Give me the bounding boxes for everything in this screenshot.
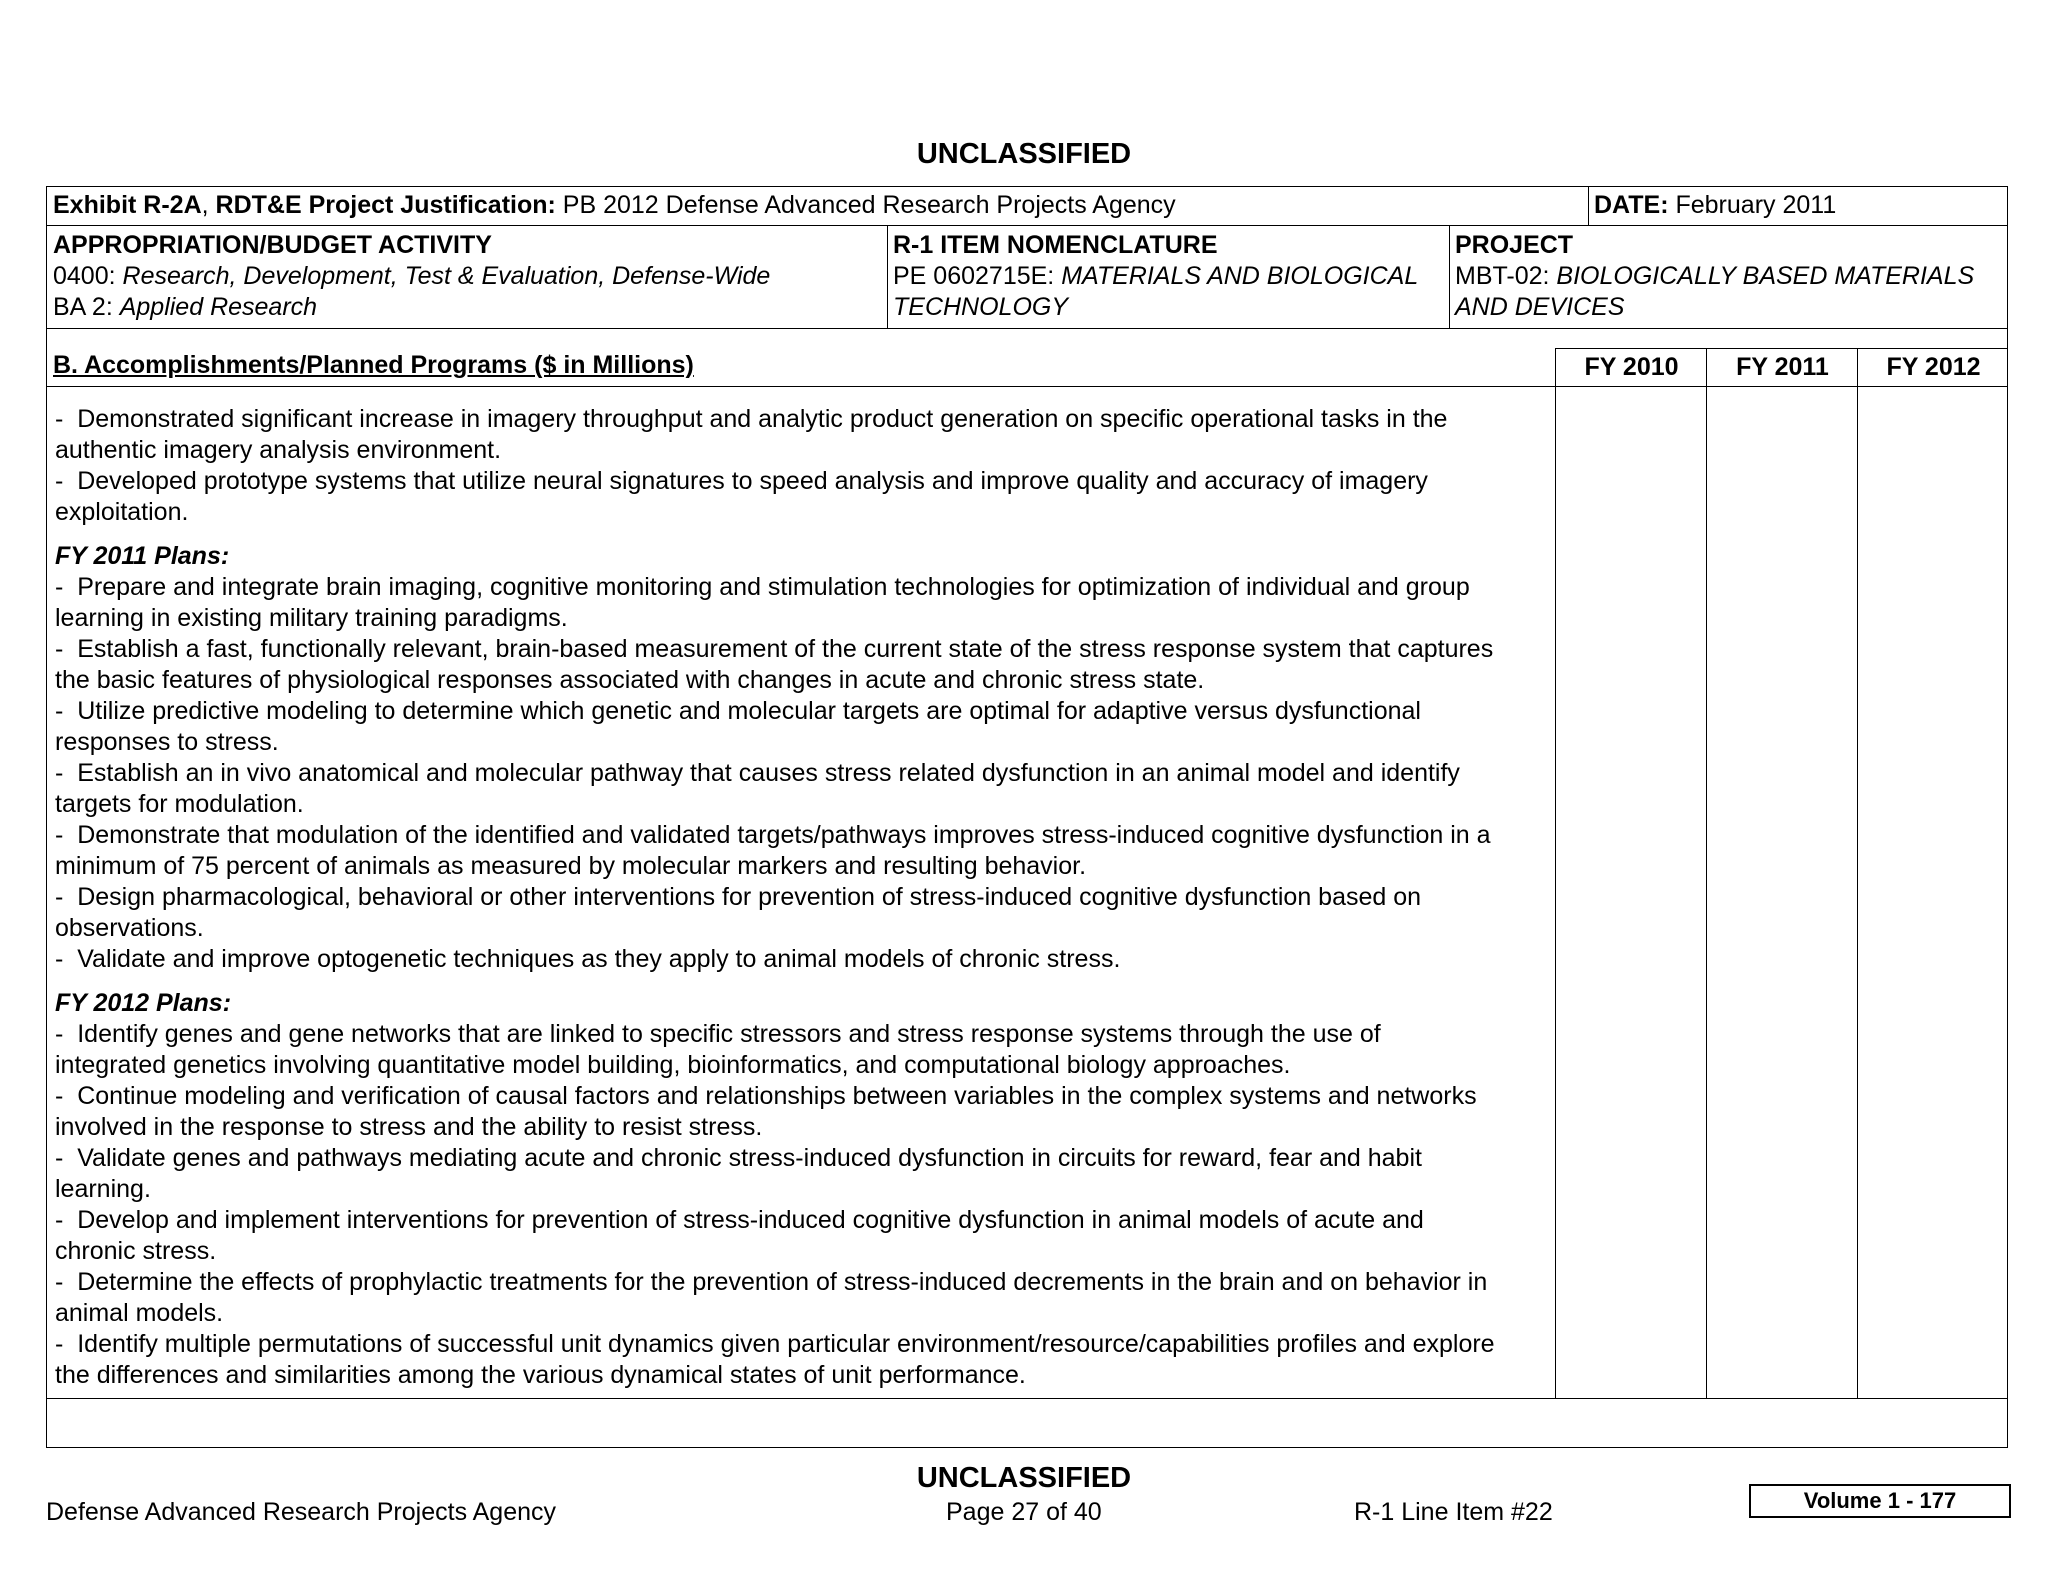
body-line: involved in the response to stress and the ability to resist stress. (55, 1113, 763, 1141)
fy-column-2010: FY 2010 (1584, 353, 1679, 381)
divider (46, 328, 2008, 329)
body-line: - Developed prototype systems that utilize neural signatures to speed analysis and improve quality and accuracy of imagery (55, 467, 1428, 495)
exhibit-value: PB 2012 Defense Advanced Research Projects Agency (555, 191, 1176, 219)
appropriation-block (53, 230, 770, 323)
body-line: - Continue modeling and verification of causal factors and relationships between variables in the complex systems and networks (55, 1082, 1477, 1110)
divider (46, 386, 2008, 387)
appropriation-label: APPROPRIATION/BUDGET ACTIVITY (53, 231, 492, 259)
project-block (1455, 230, 1974, 323)
divider (1706, 348, 1707, 1398)
exhibit-sep: , (201, 191, 216, 219)
intro-block (55, 404, 1555, 528)
divider (1555, 348, 2008, 349)
body-line: authentic imagery analysis environment. (55, 436, 502, 464)
body-line: chronic stress. (55, 1237, 217, 1265)
budget-code: BA 2: (53, 293, 120, 321)
body-line: the differences and similarities among the various dynamical states of unit performance. (55, 1361, 1026, 1389)
exhibit-label: Exhibit R-2A (53, 191, 202, 219)
body-line: minimum of 75 percent of animals as measured by molecular markers and resulting behavior. (55, 852, 1087, 880)
project-value-2: AND DEVICES (1455, 293, 1625, 321)
date-label: DATE: (1594, 191, 1669, 219)
fy-column-2011: FY 2011 (1736, 353, 1829, 381)
body-line: - Prepare and integrate brain imaging, cognitive monitoring and stimulation technologies for optimization of individual and group (55, 573, 1470, 601)
body-line: - Validate genes and pathways mediating acute and chronic stress-induced dysfunction in circuits for reward, fear and habit (55, 1144, 1422, 1172)
r1-value-2: TECHNOLOGY (893, 293, 1069, 321)
body-line: - Design pharmacological, behavioral or other interventions for prevention of stress-induced cognitive dysfunction based on (55, 883, 1422, 911)
body-line: - Identify genes and gene networks that are linked to specific stressors and stress response systems through the use of (55, 1020, 1381, 1048)
divider (1555, 348, 1556, 1398)
divider (46, 1398, 2008, 1399)
body-line: animal models. (55, 1299, 224, 1327)
body-line: learning. (55, 1175, 151, 1203)
appropriation-value: Research, Development, Test & Evaluation, Defense-Wide (122, 262, 771, 290)
body-line: learning in existing military training paradigms. (55, 604, 568, 632)
fy-column-2012: FY 2012 (1886, 353, 1981, 381)
footer-agency: Defense Advanced Research Projects Agency (46, 1498, 557, 1526)
body-line: - Validate and improve optogenetic techniques as they apply to animal models of chronic stress. (55, 945, 1121, 973)
divider (1588, 186, 1589, 225)
body-line: responses to stress. (55, 728, 279, 756)
classification-bottom: UNCLASSIFIED (916, 1462, 1132, 1494)
footer-line-item: R-1 Line Item #22 (1354, 1498, 1553, 1526)
accomplishments-body (55, 404, 1555, 1391)
divider (1449, 225, 1450, 328)
body-line: - Utilize predictive modeling to determine which genetic and molecular targets are optimal for adaptive versus dysfunctional (55, 697, 1421, 725)
project-code: MBT-02: (1455, 262, 1557, 290)
body-line: - Identify multiple permutations of successful unit dynamics given particular environment/resource/capabilities profiles and explore (55, 1330, 1495, 1358)
date-value: February 2011 (1668, 191, 1837, 219)
project-value-1: BIOLOGICALLY BASED MATERIALS (1556, 262, 1975, 290)
body-line: - Determine the effects of prophylactic treatments for the prevention of stress-induced decrements in the brain and on behavior in (55, 1268, 1488, 1296)
fy2012-plans-block (55, 1019, 1555, 1391)
volume-box: Volume 1 - 177 (1749, 1484, 2011, 1518)
body-line: targets for modulation. (55, 790, 304, 818)
fy2012-plans-heading: FY 2012 Plans: (55, 989, 232, 1017)
footer-page-number: Page 27 of 40 (946, 1498, 1102, 1526)
date-field (1594, 190, 1836, 221)
body-line: - Establish an in vivo anatomical and molecular pathway that causes stress related dysfunction in an animal model and identify (55, 759, 1460, 787)
r1-block (893, 230, 1418, 323)
classification-top: UNCLASSIFIED (916, 138, 1132, 170)
appropriation-code: 0400: (53, 262, 123, 290)
divider (1857, 348, 1858, 1398)
divider (46, 225, 2008, 226)
project-label: PROJECT (1455, 231, 1574, 259)
r1-value-1: MATERIALS AND BIOLOGICAL (1061, 262, 1419, 290)
exhibit-title-label: RDT&E Project Justification: (215, 191, 556, 219)
fy2011-plans-block (55, 572, 1555, 975)
body-line: - Develop and implement interventions for prevention of stress-induced cognitive dysfunction in animal models of acute and (55, 1206, 1424, 1234)
section-title: B. Accomplishments/Planned Programs ($ in Millions) (53, 351, 694, 379)
divider (887, 225, 888, 328)
exhibit-title (53, 190, 1176, 221)
body-line: exploitation. (55, 498, 189, 526)
body-line: integrated genetics involving quantitative model building, bioinformatics, and computational biology approaches. (55, 1051, 1291, 1079)
body-line: observations. (55, 914, 204, 942)
r1-code: PE 0602715E: (893, 262, 1062, 290)
body-line: - Demonstrated significant increase in imagery throughput and analytic product generation on specific operational tasks in the (55, 405, 1448, 433)
body-line: - Establish a fast, functionally relevant, brain-based measurement of the current state of the stress response system that captures (55, 635, 1494, 663)
fy2011-plans-heading: FY 2011 Plans: (55, 542, 230, 570)
r1-label: R-1 ITEM NOMENCLATURE (893, 231, 1218, 259)
body-line: the basic features of physiological responses associated with changes in acute and chronic stress state. (55, 666, 1205, 694)
body-line: - Demonstrate that modulation of the identified and validated targets/pathways improves stress-induced cognitive dysfunction in a (55, 821, 1491, 849)
budget-value: Applied Research (119, 293, 318, 321)
